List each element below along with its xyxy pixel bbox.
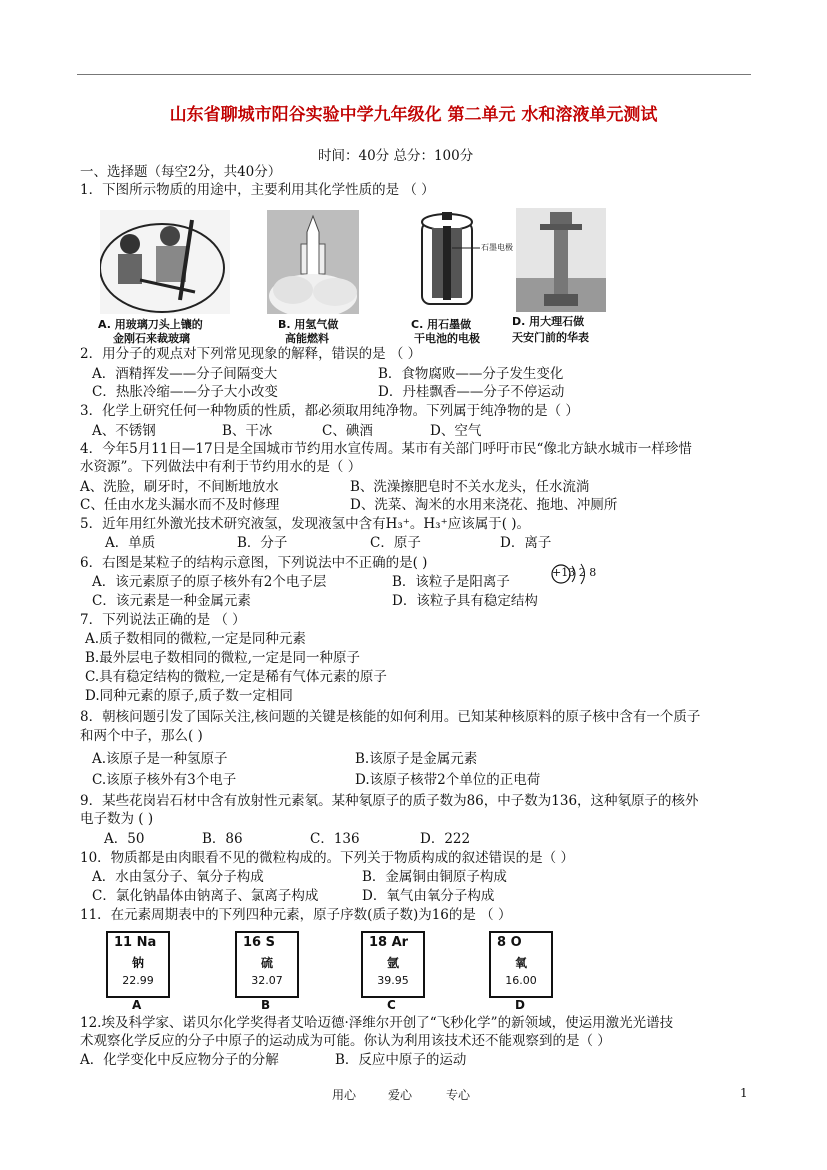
q6-option-b: B．该粒子是阳离子: [392, 574, 510, 590]
element-label-d: D: [515, 998, 525, 1012]
element-card-s: [235, 931, 299, 998]
q10-option-d: D．氧气由氧分子构成: [362, 888, 495, 904]
header-rule: [77, 74, 751, 75]
element-card-ar: [361, 931, 425, 998]
q4-line2: 水资源”。下列做法中有利于节约用水的是（ ）: [80, 459, 362, 475]
element-card-na-symbol: 11 Na: [114, 935, 157, 950]
q2-option-d: D．丹桂飘香——分子不停运动: [378, 384, 565, 400]
q1-caption-c2: 干电池的电极: [414, 332, 480, 345]
q1-caption-a1: A. 用玻璃刀头上镶的: [98, 318, 203, 331]
q8-line2: 和两个中子，那么( ): [80, 728, 203, 744]
element-card-ar-name: 氩: [386, 956, 399, 970]
q12-option-b: B．反应中原子的运动: [335, 1052, 467, 1068]
q4-line1: 4．今年5月11日—17日是全国城市节约用水宣传周。某市有关部门呼吁市民“像北方缺水城市一样珍惜: [80, 441, 692, 457]
element-card-s-symbol: 16 S: [243, 935, 275, 950]
q1-graphite-label: 石墨电极: [481, 243, 513, 252]
q6-stem: 6．右图是某粒子的结构示意图，下列说法中不正确的是( ): [80, 555, 428, 571]
q9-option-b: B．86: [202, 831, 243, 847]
q3-option-c: C、碘酒: [322, 423, 373, 439]
q10-option-a: A．水由氢分子、氧分子构成: [92, 869, 264, 885]
q12-line1: 12.埃及科学家、诺贝尔化学奖得者艾哈迈德·泽维尔开创了“飞秒化学”的新领域，使运用激光光谱技: [80, 1015, 674, 1031]
q6-atom-label: +13 2 8: [552, 566, 597, 579]
q5-option-d: D．离子: [500, 535, 552, 551]
q1-image-rocket: [267, 210, 359, 314]
element-label-c: C: [387, 998, 396, 1012]
footer-text-2: 爱心: [388, 1088, 413, 1102]
element-card-o-mass: 16.00: [505, 974, 537, 987]
q5-option-c: C．原子: [370, 535, 421, 551]
q4-option-d: D、洗菜、淘米的水用来浇花、拖地、冲厕所: [350, 497, 618, 513]
q3-option-b: B、干冰: [222, 423, 273, 439]
section-heading: 一、选择题（每空2分，共40分）: [80, 164, 282, 180]
q11-stem: 11．在元素周期表中的下列四种元素，原子序数(质子数)为16的是 （ ）: [80, 907, 512, 923]
q9-option-a: A．50: [104, 831, 145, 847]
element-card-na-name: 钠: [131, 956, 144, 970]
element-card-na: [106, 931, 170, 998]
q6-atom-diagram: [550, 562, 598, 586]
q1-image-diamond-cutter: [100, 210, 230, 314]
q6-option-d: D．该粒子具有稳定结构: [392, 593, 538, 609]
q1-caption-d2: 天安门前的华表: [512, 331, 589, 344]
page-number: 1: [740, 1086, 748, 1100]
q4-option-c: C、任由水龙头漏水而不及时修理: [80, 497, 280, 513]
q7-option-b: B.最外层电子数相同的微粒,一定是同一种原子: [85, 650, 361, 666]
q1-caption-a2: 金刚石来裁玻璃: [113, 332, 190, 345]
q2-option-a: A．酒精挥发——分子间隔变大: [92, 366, 278, 382]
q9-option-d: D．222: [420, 831, 471, 847]
q7-option-c: C.具有稳定结构的微粒,一定是稀有气体元素的原子: [85, 669, 387, 685]
q1-stem: 1．下图所示物质的用途中，主要利用其化学性质的是 （ ）: [80, 182, 435, 198]
element-card-s-name: 硫: [260, 956, 273, 970]
q12-option-a: A．化学变化中反应物分子的分解: [80, 1052, 279, 1068]
q8-option-d: D.该原子核带2个单位的正电荷: [355, 772, 541, 788]
q3-stem: 3．化学上研究任何一种物质的性质，都必须取用纯净物。下列属于纯净物的是（ ）: [80, 403, 579, 419]
footer-text-3: 专心: [446, 1088, 471, 1102]
q10-stem: 10．物质都是由肉眼看不见的微粒构成的。下列关于物质构成的叙述错误的是（ ）: [80, 850, 574, 866]
page-title: 山东省聊城市阳谷实验中学九年级化 第二单元 水和溶液单元测试: [169, 105, 658, 125]
q2-option-b: B．食物腐败——分子发生变化: [378, 366, 564, 382]
q8-line1: 8．朝核问题引发了国际关注,核问题的关键是核能的如何利用。已知某种核原料的原子核中含有一个质子: [80, 709, 701, 725]
q1-caption-c1: C. 用石墨做: [411, 318, 472, 331]
q9-option-c: C．136: [310, 831, 360, 847]
q1-image-marble-column: [516, 208, 606, 312]
q1-caption-b2: 高能燃料: [285, 332, 329, 345]
element-card-s-mass: 32.07: [251, 974, 283, 987]
element-card-ar-symbol: 18 Ar: [369, 935, 409, 950]
q7-stem: 7．下列说法正确的是 （ ）: [80, 612, 246, 628]
element-card-na-mass: 22.99: [122, 974, 154, 987]
q9-line2: 电子数为 ( ): [80, 811, 154, 827]
q5-stem: 5．近年用红外激光技术研究液氢，发现液氢中含有H₃⁺。H₃⁺应该属于( )。: [80, 516, 531, 532]
exam-info: 时间：40分 总分：100分: [318, 148, 474, 164]
q3-option-d: D、空气: [430, 423, 482, 439]
q1-caption-b1: B. 用氢气做: [278, 318, 339, 331]
element-card-o-symbol: 8 O: [497, 935, 522, 950]
q12-line2: 术观察化学反应的分子中原子的运动成为可能。你认为利用该技术还不能观察到的是（ ）: [80, 1033, 611, 1049]
q3-option-a: A、不锈钢: [92, 423, 156, 439]
q6-option-a: A．该元素原子的原子核外有2个电子层: [92, 574, 327, 590]
q1-caption-d1: D. 用大理石做: [512, 315, 585, 328]
q6-option-c: C．该元素是一种金属元素: [92, 593, 251, 609]
element-card-o-name: 氧: [514, 956, 527, 970]
q2-stem: 2．用分子的观点对下列常见现象的解释，错误的是 （ ）: [80, 346, 422, 362]
q8-option-a: A.该原子是一种氢原子: [92, 751, 228, 767]
q5-option-a: A．单质: [105, 535, 156, 551]
q10-option-b: B．金属铜由铜原子构成: [362, 869, 507, 885]
q10-option-c: C．氯化钠晶体由钠离子、氯离子构成: [92, 888, 319, 904]
element-label-b: B: [261, 998, 271, 1012]
q2-option-c: C．热胀冷缩——分子大小改变: [92, 384, 278, 400]
q9-line1: 9．某些花岗岩石材中含有放射性元素氡。某种氡原子的质子数为86，中子数为136，这种氡原子的核外: [80, 793, 699, 809]
q5-option-b: B．分子: [237, 535, 288, 551]
q7-option-d: D.同种元素的原子,质子数一定相同: [85, 688, 293, 704]
q4-option-a: A、洗脸，刷牙时，不间断地放水: [80, 479, 279, 495]
q4-option-b: B、洗澡擦肥皂时不关水龙头，任水流淌: [350, 479, 590, 495]
element-card-o: [489, 931, 553, 998]
footer-text-1: 用心: [332, 1088, 357, 1102]
q1-image-battery: [412, 208, 517, 314]
element-label-a: A: [132, 998, 142, 1012]
q8-option-b: B.该原子是金属元素: [355, 751, 478, 767]
q8-option-c: C.该原子核外有3个电子: [92, 772, 237, 788]
q7-option-a: A.质子数相同的微粒,一定是同种元素: [85, 631, 306, 647]
element-card-ar-mass: 39.95: [377, 974, 409, 987]
